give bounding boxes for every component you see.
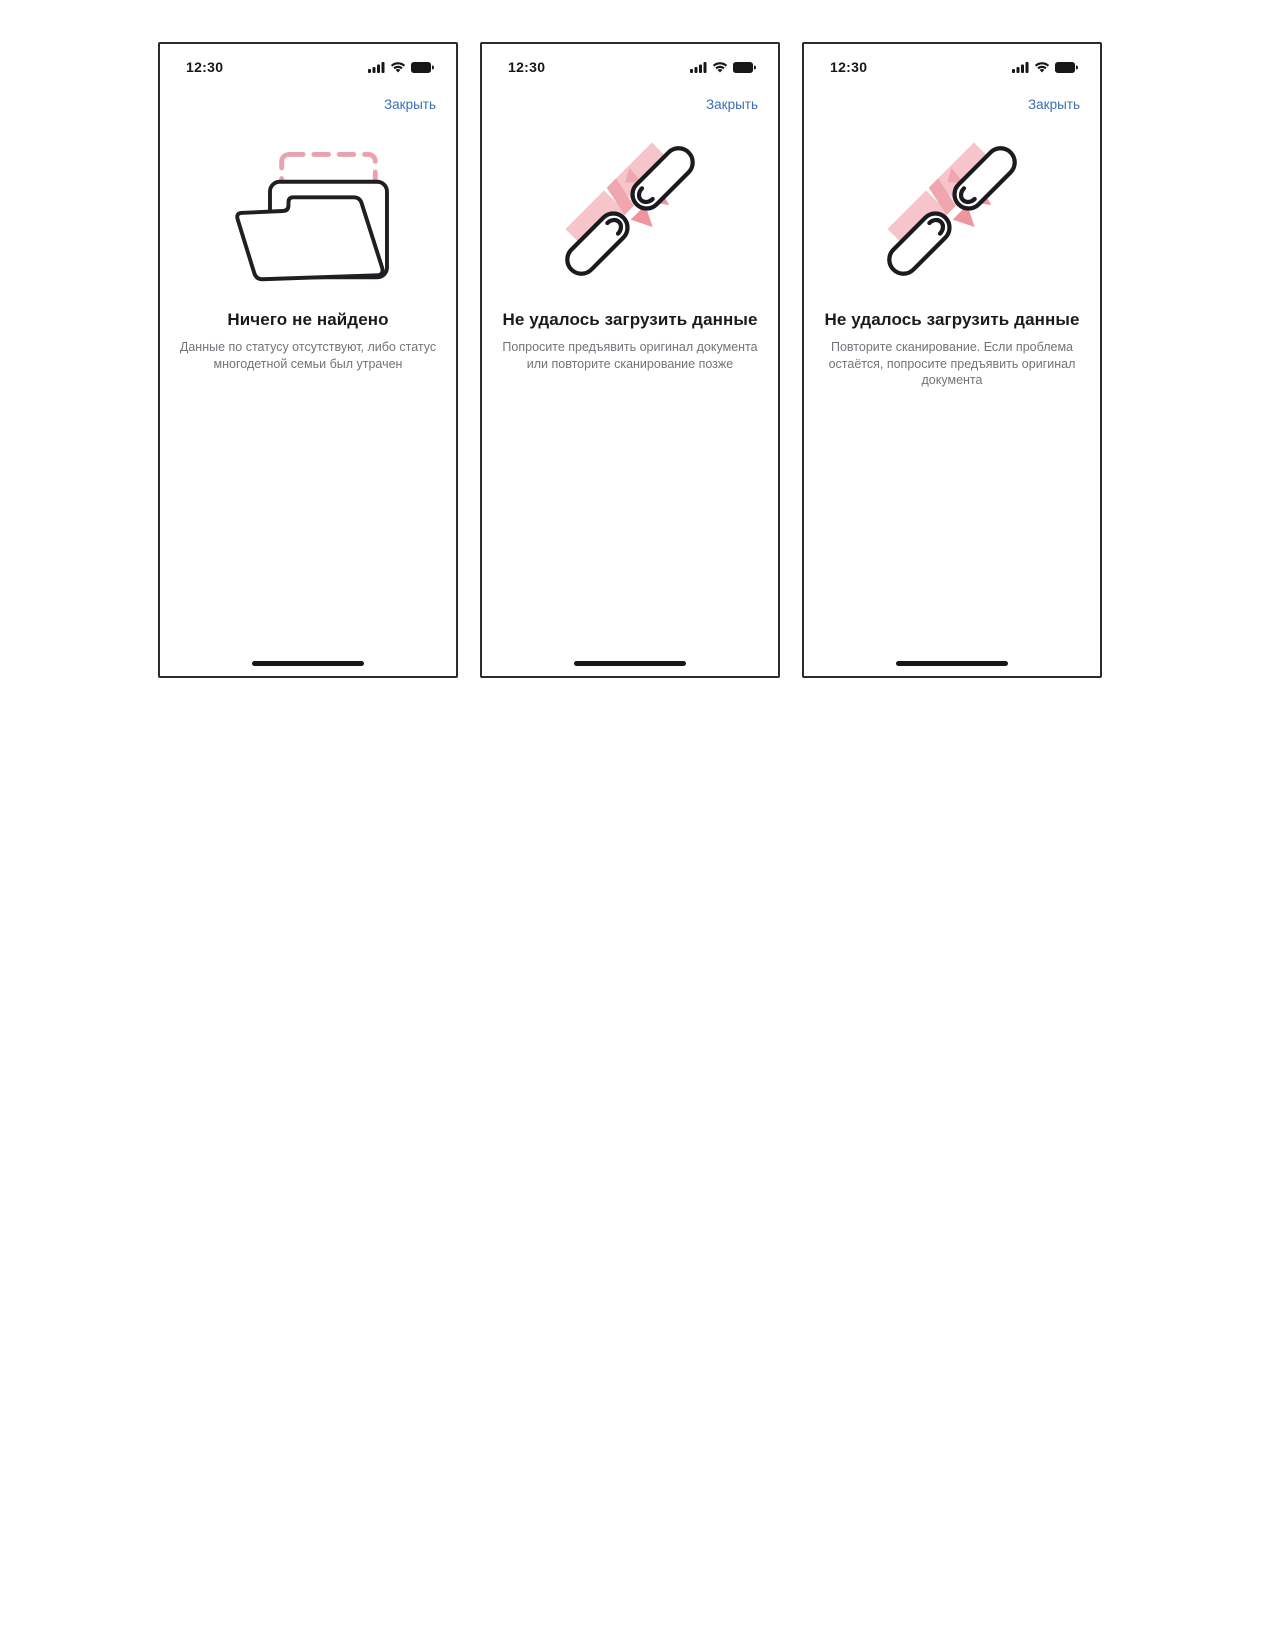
- close-button[interactable]: Закрыть: [384, 97, 436, 112]
- navbar: [804, 75, 1100, 114]
- time-label: 12:30: [508, 59, 546, 75]
- time-label: 12:30: [186, 59, 224, 75]
- error-state-subtitle: Повторите сканирование. Если проблема остаётся, попросите предъявить оригинал документа: [828, 340, 1076, 387]
- phone-mockups-row: [158, 42, 1102, 678]
- status-icons: [368, 62, 434, 73]
- status-bar: [804, 44, 1100, 75]
- illustration-wrap: [866, 132, 1038, 290]
- empty-folder-icon: [215, 133, 401, 289]
- phone-mockup-2: [480, 42, 780, 678]
- illustration-wrap: [544, 132, 716, 290]
- status-bar: [160, 44, 456, 75]
- wifi-icon: [390, 62, 406, 73]
- cellular-icon: [690, 62, 707, 73]
- phone-mockup-1: [158, 42, 458, 678]
- home-indicator[interactable]: [574, 661, 686, 666]
- navbar: [482, 75, 778, 114]
- wifi-icon: [1034, 62, 1050, 73]
- broken-link-icon: [866, 131, 1038, 291]
- empty-state-subtitle: Данные по статусу отсутствуют, либо статус многодетной семьи был утрачен: [179, 340, 437, 371]
- illustration-wrap: [215, 132, 401, 290]
- broken-link-icon: [544, 131, 716, 291]
- wifi-icon: [712, 62, 728, 73]
- close-button[interactable]: Закрыть: [706, 97, 758, 112]
- battery-icon: [411, 62, 434, 73]
- cellular-icon: [368, 62, 385, 73]
- error-state-title: Не удалось загрузить данные: [502, 310, 758, 329]
- status-bar: [482, 44, 778, 75]
- empty-state-title: Ничего не найдено: [227, 310, 389, 329]
- status-icons: [690, 62, 756, 73]
- cellular-icon: [1012, 62, 1029, 73]
- status-icons: [1012, 62, 1078, 73]
- home-indicator[interactable]: [252, 661, 364, 666]
- error-state-title: Не удалось загрузить данные: [824, 310, 1080, 329]
- error-state-subtitle: Попросите предъявить оригинал документа или повторите сканирование позже: [502, 340, 758, 371]
- battery-icon: [733, 62, 756, 73]
- battery-icon: [1055, 62, 1078, 73]
- phone-mockup-3: [802, 42, 1102, 678]
- close-button[interactable]: Закрыть: [1028, 97, 1080, 112]
- time-label: 12:30: [830, 59, 868, 75]
- home-indicator[interactable]: [896, 661, 1008, 666]
- navbar: [160, 75, 456, 114]
